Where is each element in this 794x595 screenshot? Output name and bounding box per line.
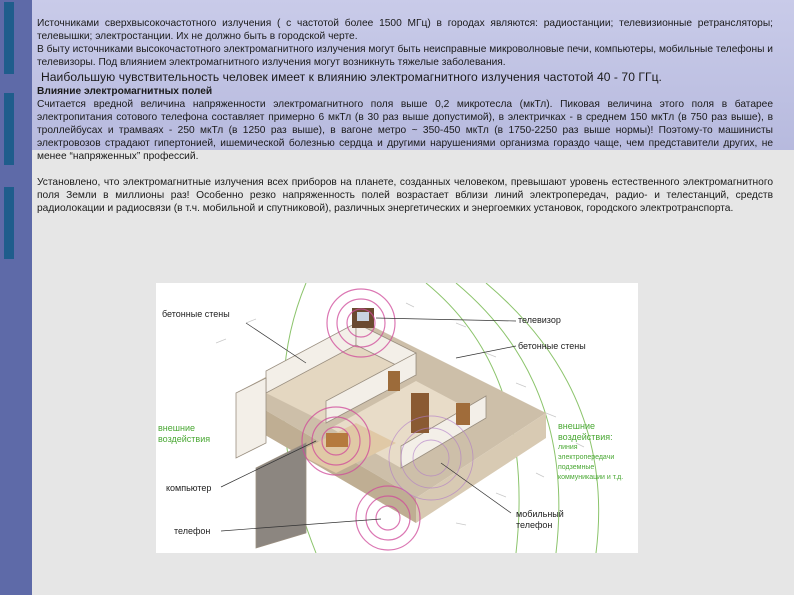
label-mobile-line2: телефон [516, 520, 553, 530]
label-external-left [158, 423, 210, 445]
label-external-left-line2: воздействия [158, 434, 211, 444]
slide-text [37, 17, 773, 215]
label-external-left-line1: внешние [158, 423, 195, 433]
label-external-right [558, 421, 623, 483]
section-heading: Влияние электромагнитных полей [37, 86, 213, 97]
label-external-right-line4: электропередачи [558, 454, 615, 461]
label-concrete-walls-left: бетонные стены [162, 309, 230, 319]
paragraph-established: Установлено, что электромагнитные излучения всех приборов на планете, созданных человеком, превышают уровень естественного электромагнитного поля Земли в миллионы раз! Особенно резко напряженность полей возрастает вблизи линий электропередач, радио- и телестанций, средств радиолокации и радиосвязи (в т.ч. мобильной и спутниковой), различных энергетических и энергоемких установок, городского электротранспорта. [37, 177, 773, 214]
label-mobile-line1: мобильный [516, 509, 564, 519]
left-decor-band [0, 0, 32, 595]
paragraph-field-strength: Считается вредной величина напряженности электромагнитного поля выше 0,2 микротесла (мкТл). Пиковая величина этого поля в батарее электропитания сотового телефона составляет примерно 6 мкТл (в 30 раз выше допустимой), в электричках - в среднем 150 мкТл (в 750 раз выше), в троллейбусах и трамваях - 250 мкТл (в 1250 раз выше), в вагоне метро ~ 350-450 мкТл (в 1750-2250 раз выше нормы)! Поэтому-то машинисты электровозов страдают гипертонией, ишемической болезнью сердца и другими нарушениями организма гораздо чаще, чем представители других, не менее “напряженных” профессий. [37, 99, 773, 162]
paragraph-sensitivity: Наибольшую чувствительность человек имеет к влиянию электромагнитного излучения частотой 40 - 70 ГГц. [41, 70, 662, 84]
left-decor-tab [4, 187, 14, 259]
house-emf-illustration [156, 283, 638, 553]
left-decor-tab [4, 2, 14, 74]
label-external-right-line3: линия [558, 444, 578, 451]
house-illustration-drawing [156, 283, 638, 553]
paragraph-sources: Источниками сверхвысокочастотного излучения ( с частотой более 1500 МГц) в городах являются: радиостанции; телевизионные ретрансляторы; телевышки; электростанции. Их не должно быть в городской черте. [37, 18, 773, 42]
label-phone: телефон [174, 526, 211, 536]
left-decor-tab [4, 93, 14, 165]
label-external-right-line1: внешние [558, 421, 595, 431]
label-computer: компьютер [166, 483, 212, 493]
label-mobile-phone [516, 509, 564, 531]
label-external-right-line5: подземные [558, 464, 595, 471]
label-external-right-line2: воздействия: [558, 432, 613, 442]
label-external-right-line6: коммуникации и т.д. [558, 474, 624, 481]
label-tv: телевизор [518, 315, 561, 325]
paragraph-household: В быту источниками высокочастотного электромагнитного излучения могут быть неисправные микроволновые печи, компьютеры, мобильные телефоны и телевизоры. Под влиянием электромагнитного излучения могут возникнуть тяжелые заболевания. [37, 44, 773, 68]
label-concrete-walls-right: бетонные стены [518, 341, 586, 351]
